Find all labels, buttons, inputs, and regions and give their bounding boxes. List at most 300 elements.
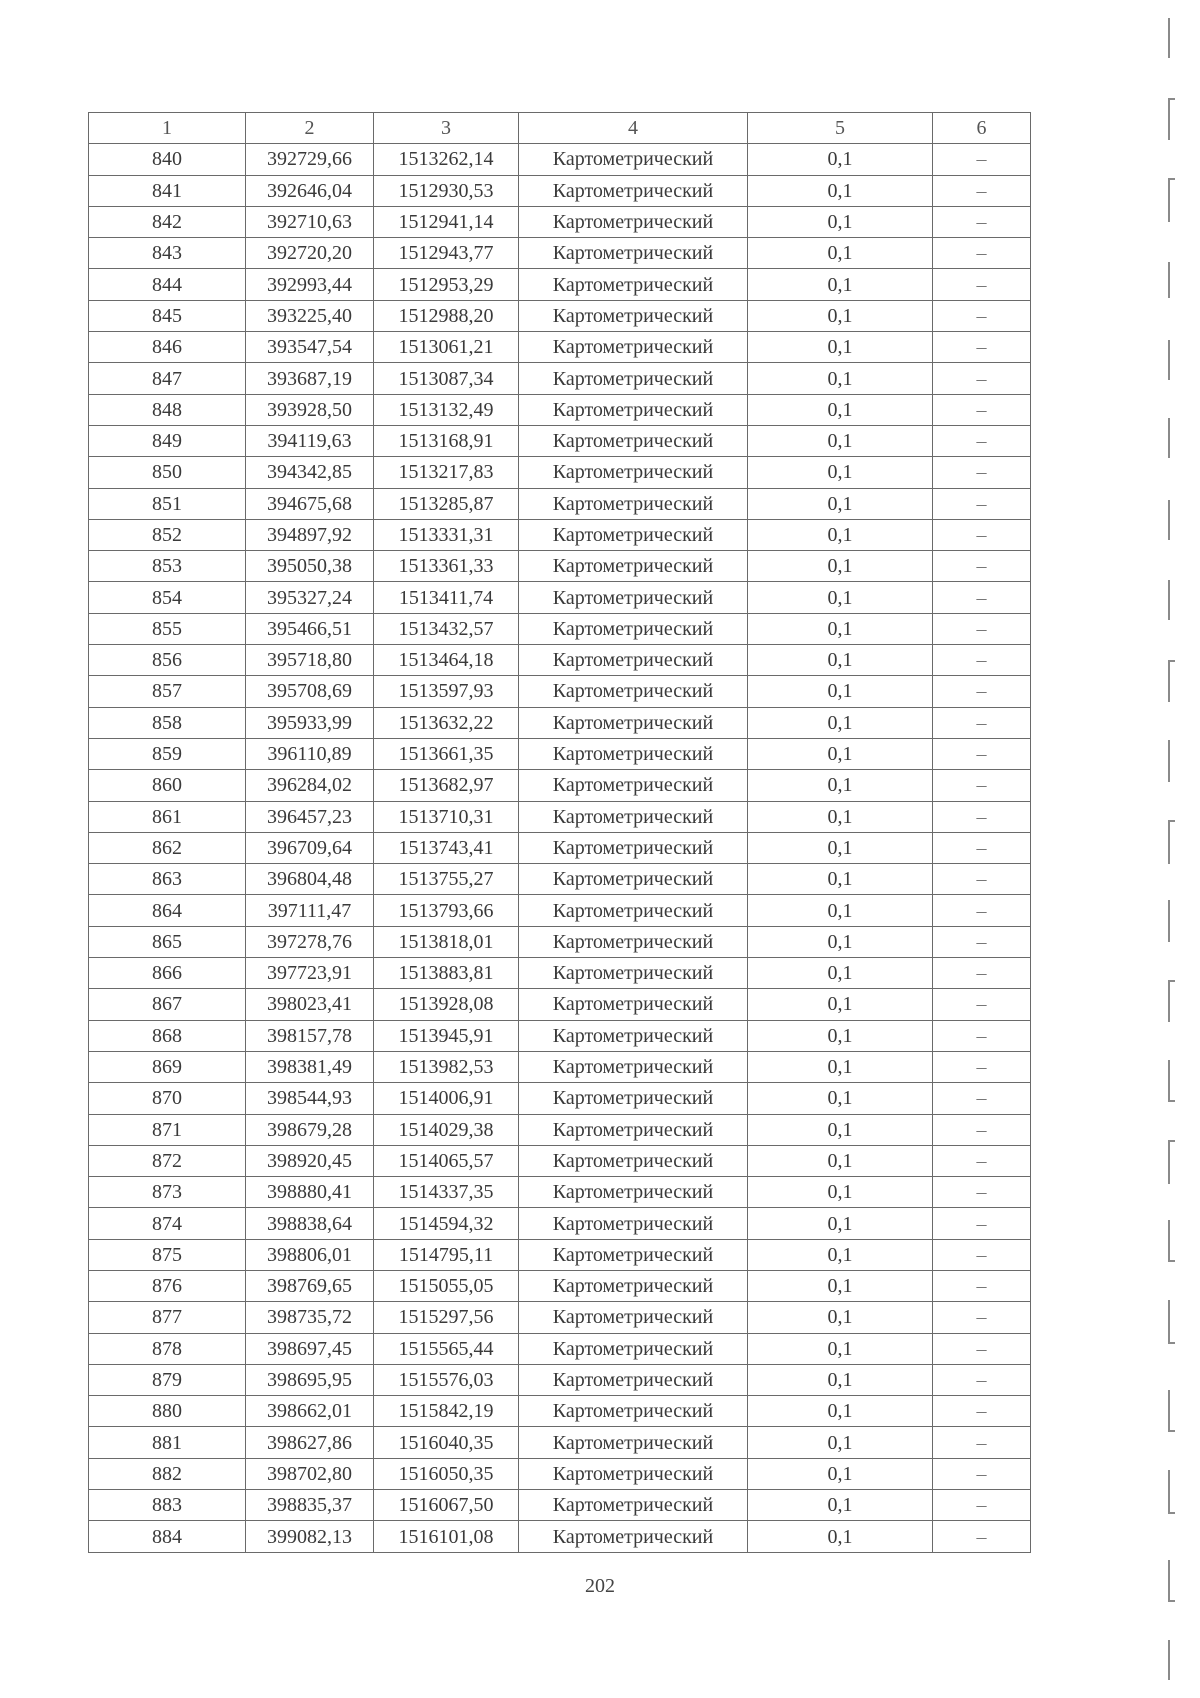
note-cell: – (933, 300, 1031, 331)
accuracy-cell: 0,1 (748, 1302, 933, 1333)
x-coordinate-cell: 393225,40 (246, 300, 374, 331)
x-coordinate-cell: 398806,01 (246, 1239, 374, 1270)
method-cell: Картометрический (519, 457, 748, 488)
method-cell: Картометрический (519, 1051, 748, 1082)
y-coordinate-cell: 1515842,19 (374, 1396, 519, 1427)
accuracy-cell: 0,1 (748, 519, 933, 550)
table-row (89, 864, 1031, 895)
accuracy-cell: 0,1 (748, 1396, 933, 1427)
x-coordinate-cell: 398023,41 (246, 989, 374, 1020)
point-number-cell: 844 (89, 269, 246, 300)
method-cell: Картометрический (519, 1020, 748, 1051)
method-cell: Картометрический (519, 895, 748, 926)
point-number-cell: 869 (89, 1051, 246, 1082)
table-row (89, 425, 1031, 456)
x-coordinate-cell: 396804,48 (246, 864, 374, 895)
point-number-cell: 864 (89, 895, 246, 926)
table-row (89, 1364, 1031, 1395)
note-cell: – (933, 269, 1031, 300)
table-row (89, 206, 1031, 237)
point-number-cell: 878 (89, 1333, 246, 1364)
y-coordinate-cell: 1513710,31 (374, 801, 519, 832)
accuracy-cell: 0,1 (748, 1020, 933, 1051)
point-number-cell: 857 (89, 676, 246, 707)
note-cell: – (933, 175, 1031, 206)
page-number: 202 (585, 1575, 615, 1597)
y-coordinate-cell: 1513632,22 (374, 707, 519, 738)
method-cell: Картометрический (519, 269, 748, 300)
accuracy-cell: 0,1 (748, 363, 933, 394)
x-coordinate-cell: 398662,01 (246, 1396, 374, 1427)
accuracy-cell: 0,1 (748, 738, 933, 769)
table-row (89, 1177, 1031, 1208)
note-cell: – (933, 1427, 1031, 1458)
note-cell: – (933, 1490, 1031, 1521)
x-coordinate-cell: 398702,80 (246, 1458, 374, 1489)
table-row (89, 332, 1031, 363)
point-number-cell: 848 (89, 394, 246, 425)
table-row (89, 1239, 1031, 1270)
x-coordinate-cell: 395933,99 (246, 707, 374, 738)
note-cell: – (933, 613, 1031, 644)
y-coordinate-cell: 1513217,83 (374, 457, 519, 488)
method-cell: Картометрический (519, 989, 748, 1020)
table-row (89, 582, 1031, 613)
point-number-cell: 855 (89, 613, 246, 644)
x-coordinate-cell: 398838,64 (246, 1208, 374, 1239)
table-row (89, 1145, 1031, 1176)
y-coordinate-cell: 1515055,05 (374, 1270, 519, 1301)
point-number-cell: 866 (89, 958, 246, 989)
point-number-cell: 845 (89, 300, 246, 331)
margin-mark (1168, 900, 1170, 942)
point-number-cell: 846 (89, 332, 246, 363)
method-cell: Картометрический (519, 1521, 748, 1552)
y-coordinate-cell: 1512941,14 (374, 206, 519, 237)
accuracy-cell: 0,1 (748, 1490, 933, 1521)
method-cell: Картометрический (519, 1083, 748, 1114)
accuracy-cell: 0,1 (748, 801, 933, 832)
table-row (89, 613, 1031, 644)
accuracy-cell: 0,1 (748, 1364, 933, 1395)
table-row (89, 1020, 1031, 1051)
margin-mark (1168, 500, 1170, 540)
x-coordinate-cell: 398920,45 (246, 1145, 374, 1176)
x-coordinate-cell: 395708,69 (246, 676, 374, 707)
y-coordinate-cell: 1512930,53 (374, 175, 519, 206)
method-cell: Картометрический (519, 613, 748, 644)
table-row (89, 1270, 1031, 1301)
y-coordinate-cell: 1513682,97 (374, 770, 519, 801)
accuracy-cell: 0,1 (748, 488, 933, 519)
table-row (89, 1083, 1031, 1114)
point-number-cell: 849 (89, 425, 246, 456)
margin-mark (1168, 418, 1170, 458)
y-coordinate-cell: 1516050,35 (374, 1458, 519, 1489)
point-number-cell: 847 (89, 363, 246, 394)
method-cell: Картометрический (519, 1239, 748, 1270)
y-coordinate-cell: 1514029,38 (374, 1114, 519, 1145)
method-cell: Картометрический (519, 582, 748, 613)
point-number-cell: 858 (89, 707, 246, 738)
x-coordinate-cell: 395718,80 (246, 645, 374, 676)
margin-mark (1168, 1220, 1175, 1262)
y-coordinate-cell: 1513361,33 (374, 551, 519, 582)
note-cell: – (933, 1145, 1031, 1176)
x-coordinate-cell: 398157,78 (246, 1020, 374, 1051)
x-coordinate-cell: 398769,65 (246, 1270, 374, 1301)
accuracy-cell: 0,1 (748, 864, 933, 895)
y-coordinate-cell: 1514065,57 (374, 1145, 519, 1176)
x-coordinate-cell: 398679,28 (246, 1114, 374, 1145)
y-coordinate-cell: 1513661,35 (374, 738, 519, 769)
coordinates-table (88, 112, 1031, 1553)
method-cell: Картометрический (519, 1364, 748, 1395)
note-cell: – (933, 1364, 1031, 1395)
note-cell: – (933, 582, 1031, 613)
y-coordinate-cell: 1513793,66 (374, 895, 519, 926)
x-coordinate-cell: 395050,38 (246, 551, 374, 582)
x-coordinate-cell: 398381,49 (246, 1051, 374, 1082)
accuracy-cell: 0,1 (748, 332, 933, 363)
note-cell: – (933, 519, 1031, 550)
table-row (89, 895, 1031, 926)
point-number-cell: 873 (89, 1177, 246, 1208)
y-coordinate-cell: 1512953,29 (374, 269, 519, 300)
y-coordinate-cell: 1512943,77 (374, 238, 519, 269)
method-cell: Картометрический (519, 488, 748, 519)
point-number-cell: 854 (89, 582, 246, 613)
point-number-cell: 876 (89, 1270, 246, 1301)
x-coordinate-cell: 396457,23 (246, 801, 374, 832)
accuracy-cell: 0,1 (748, 457, 933, 488)
note-cell: – (933, 425, 1031, 456)
x-coordinate-cell: 398695,95 (246, 1364, 374, 1395)
accuracy-cell: 0,1 (748, 175, 933, 206)
method-cell: Картометрический (519, 206, 748, 237)
scan-margin-marks (1160, 0, 1200, 1698)
table-row (89, 1302, 1031, 1333)
x-coordinate-cell: 396110,89 (246, 738, 374, 769)
point-number-cell: 865 (89, 926, 246, 957)
note-cell: – (933, 457, 1031, 488)
table-header (89, 113, 1031, 144)
accuracy-cell: 0,1 (748, 895, 933, 926)
method-cell: Картометрический (519, 175, 748, 206)
x-coordinate-cell: 398880,41 (246, 1177, 374, 1208)
point-number-cell: 856 (89, 645, 246, 676)
margin-mark (1168, 1140, 1175, 1184)
x-coordinate-cell: 399082,13 (246, 1521, 374, 1552)
table-row (89, 1208, 1031, 1239)
note-cell: – (933, 864, 1031, 895)
method-cell: Картометрический (519, 1396, 748, 1427)
method-cell: Картометрический (519, 394, 748, 425)
y-coordinate-cell: 1513061,21 (374, 332, 519, 363)
note-cell: – (933, 738, 1031, 769)
note-cell: – (933, 770, 1031, 801)
margin-mark (1168, 1470, 1175, 1514)
y-coordinate-cell: 1513928,08 (374, 989, 519, 1020)
accuracy-cell: 0,1 (748, 832, 933, 863)
accuracy-cell: 0,1 (748, 582, 933, 613)
accuracy-cell: 0,1 (748, 1177, 933, 1208)
margin-mark (1168, 1560, 1175, 1602)
note-cell: – (933, 394, 1031, 425)
note-cell: – (933, 1114, 1031, 1145)
point-number-cell: 883 (89, 1490, 246, 1521)
note-cell: – (933, 676, 1031, 707)
column-header: 3 (374, 113, 519, 144)
y-coordinate-cell: 1516101,08 (374, 1521, 519, 1552)
accuracy-cell: 0,1 (748, 238, 933, 269)
y-coordinate-cell: 1515576,03 (374, 1364, 519, 1395)
y-coordinate-cell: 1513411,74 (374, 582, 519, 613)
accuracy-cell: 0,1 (748, 394, 933, 425)
y-coordinate-cell: 1513597,93 (374, 676, 519, 707)
method-cell: Картометрический (519, 1302, 748, 1333)
table-row (89, 801, 1031, 832)
method-cell: Картометрический (519, 864, 748, 895)
table-row (89, 738, 1031, 769)
accuracy-cell: 0,1 (748, 1083, 933, 1114)
point-number-cell: 884 (89, 1521, 246, 1552)
x-coordinate-cell: 392993,44 (246, 269, 374, 300)
x-coordinate-cell: 398544,93 (246, 1083, 374, 1114)
point-number-cell: 881 (89, 1427, 246, 1458)
point-number-cell: 870 (89, 1083, 246, 1114)
accuracy-cell: 0,1 (748, 425, 933, 456)
accuracy-cell: 0,1 (748, 1114, 933, 1145)
table-row (89, 832, 1031, 863)
y-coordinate-cell: 1513285,87 (374, 488, 519, 519)
y-coordinate-cell: 1513168,91 (374, 425, 519, 456)
method-cell: Картометрический (519, 801, 748, 832)
x-coordinate-cell: 392720,20 (246, 238, 374, 269)
margin-mark (1168, 660, 1175, 702)
x-coordinate-cell: 392646,04 (246, 175, 374, 206)
y-coordinate-cell: 1513755,27 (374, 864, 519, 895)
y-coordinate-cell: 1512988,20 (374, 300, 519, 331)
note-cell: – (933, 144, 1031, 175)
note-cell: – (933, 1177, 1031, 1208)
method-cell: Картометрический (519, 707, 748, 738)
x-coordinate-cell: 394675,68 (246, 488, 374, 519)
x-coordinate-cell: 395466,51 (246, 613, 374, 644)
x-coordinate-cell: 397278,76 (246, 926, 374, 957)
accuracy-cell: 0,1 (748, 676, 933, 707)
method-cell: Картометрический (519, 1490, 748, 1521)
point-number-cell: 867 (89, 989, 246, 1020)
accuracy-cell: 0,1 (748, 144, 933, 175)
x-coordinate-cell: 392729,66 (246, 144, 374, 175)
point-number-cell: 842 (89, 206, 246, 237)
point-number-cell: 880 (89, 1396, 246, 1427)
accuracy-cell: 0,1 (748, 989, 933, 1020)
column-header: 5 (748, 113, 933, 144)
x-coordinate-cell: 398835,37 (246, 1490, 374, 1521)
margin-mark (1168, 98, 1175, 140)
method-cell: Картометрический (519, 300, 748, 331)
table-row (89, 457, 1031, 488)
note-cell: – (933, 206, 1031, 237)
point-number-cell: 850 (89, 457, 246, 488)
point-number-cell: 875 (89, 1239, 246, 1270)
table-row (89, 1333, 1031, 1364)
point-number-cell: 868 (89, 1020, 246, 1051)
method-cell: Картометрический (519, 1208, 748, 1239)
table-row (89, 1051, 1031, 1082)
point-number-cell: 852 (89, 519, 246, 550)
column-header: 4 (519, 113, 748, 144)
accuracy-cell: 0,1 (748, 1145, 933, 1176)
margin-mark (1168, 178, 1175, 222)
method-cell: Картометрический (519, 676, 748, 707)
table-row (89, 1114, 1031, 1145)
note-cell: – (933, 363, 1031, 394)
accuracy-cell: 0,1 (748, 1333, 933, 1364)
y-coordinate-cell: 1513883,81 (374, 958, 519, 989)
note-cell: – (933, 1083, 1031, 1114)
table-row (89, 676, 1031, 707)
y-coordinate-cell: 1513818,01 (374, 926, 519, 957)
point-number-cell: 863 (89, 864, 246, 895)
accuracy-cell: 0,1 (748, 1051, 933, 1082)
table-row (89, 926, 1031, 957)
note-cell: – (933, 1239, 1031, 1270)
method-cell: Картометрический (519, 645, 748, 676)
note-cell: – (933, 1396, 1031, 1427)
point-number-cell: 862 (89, 832, 246, 863)
method-cell: Картометрический (519, 332, 748, 363)
y-coordinate-cell: 1516067,50 (374, 1490, 519, 1521)
column-header: 1 (89, 113, 246, 144)
table-row (89, 989, 1031, 1020)
note-cell: – (933, 1458, 1031, 1489)
method-cell: Картометрический (519, 551, 748, 582)
margin-mark (1168, 1640, 1170, 1680)
column-header: 2 (246, 113, 374, 144)
note-cell: – (933, 1051, 1031, 1082)
note-cell: – (933, 958, 1031, 989)
x-coordinate-cell: 395327,24 (246, 582, 374, 613)
method-cell: Картометрический (519, 1458, 748, 1489)
margin-mark (1168, 980, 1175, 1022)
y-coordinate-cell: 1514337,35 (374, 1177, 519, 1208)
x-coordinate-cell: 397111,47 (246, 895, 374, 926)
note-cell: – (933, 1020, 1031, 1051)
method-cell: Картометрический (519, 144, 748, 175)
margin-mark (1168, 740, 1170, 782)
y-coordinate-cell: 1513464,18 (374, 645, 519, 676)
accuracy-cell: 0,1 (748, 551, 933, 582)
method-cell: Картометрический (519, 425, 748, 456)
method-cell: Картометрический (519, 738, 748, 769)
note-cell: – (933, 895, 1031, 926)
y-coordinate-cell: 1515565,44 (374, 1333, 519, 1364)
y-coordinate-cell: 1516040,35 (374, 1427, 519, 1458)
note-cell: – (933, 238, 1031, 269)
x-coordinate-cell: 393687,19 (246, 363, 374, 394)
accuracy-cell: 0,1 (748, 1270, 933, 1301)
table-row (89, 707, 1031, 738)
x-coordinate-cell: 397723,91 (246, 958, 374, 989)
x-coordinate-cell: 394342,85 (246, 457, 374, 488)
point-number-cell: 879 (89, 1364, 246, 1395)
accuracy-cell: 0,1 (748, 1458, 933, 1489)
x-coordinate-cell: 398735,72 (246, 1302, 374, 1333)
note-cell: – (933, 989, 1031, 1020)
x-coordinate-cell: 396284,02 (246, 770, 374, 801)
method-cell: Картометрический (519, 1333, 748, 1364)
column-header: 6 (933, 113, 1031, 144)
y-coordinate-cell: 1513331,31 (374, 519, 519, 550)
accuracy-cell: 0,1 (748, 300, 933, 331)
accuracy-cell: 0,1 (748, 645, 933, 676)
point-number-cell: 851 (89, 488, 246, 519)
method-cell: Картометрический (519, 519, 748, 550)
margin-mark (1168, 18, 1170, 58)
accuracy-cell: 0,1 (748, 1427, 933, 1458)
note-cell: – (933, 488, 1031, 519)
accuracy-cell: 0,1 (748, 269, 933, 300)
table-row (89, 363, 1031, 394)
note-cell: – (933, 332, 1031, 363)
note-cell: – (933, 1208, 1031, 1239)
note-cell: – (933, 645, 1031, 676)
x-coordinate-cell: 398627,86 (246, 1427, 374, 1458)
table-row (89, 1427, 1031, 1458)
y-coordinate-cell: 1513945,91 (374, 1020, 519, 1051)
margin-mark (1168, 1300, 1175, 1344)
method-cell: Картометрический (519, 238, 748, 269)
note-cell: – (933, 832, 1031, 863)
x-coordinate-cell: 393928,50 (246, 394, 374, 425)
table-row (89, 394, 1031, 425)
x-coordinate-cell: 394897,92 (246, 519, 374, 550)
accuracy-cell: 0,1 (748, 1239, 933, 1270)
y-coordinate-cell: 1513132,49 (374, 394, 519, 425)
point-number-cell: 872 (89, 1145, 246, 1176)
accuracy-cell: 0,1 (748, 770, 933, 801)
note-cell: – (933, 1333, 1031, 1364)
note-cell: – (933, 1270, 1031, 1301)
note-cell: – (933, 1521, 1031, 1552)
method-cell: Картометрический (519, 1270, 748, 1301)
table-row (89, 551, 1031, 582)
point-number-cell: 860 (89, 770, 246, 801)
point-number-cell: 861 (89, 801, 246, 832)
table-body (89, 144, 1031, 1552)
method-cell: Картометрический (519, 1145, 748, 1176)
table-row (89, 1396, 1031, 1427)
accuracy-cell: 0,1 (748, 707, 933, 738)
margin-mark (1168, 340, 1170, 380)
table-row (89, 1458, 1031, 1489)
y-coordinate-cell: 1513262,14 (374, 144, 519, 175)
accuracy-cell: 0,1 (748, 1521, 933, 1552)
table-row (89, 958, 1031, 989)
accuracy-cell: 0,1 (748, 206, 933, 237)
margin-mark (1168, 1390, 1175, 1432)
method-cell: Картометрический (519, 926, 748, 957)
x-coordinate-cell: 392710,63 (246, 206, 374, 237)
table-row (89, 144, 1031, 175)
y-coordinate-cell: 1513743,41 (374, 832, 519, 863)
y-coordinate-cell: 1515297,56 (374, 1302, 519, 1333)
table-row (89, 238, 1031, 269)
header-row (89, 113, 1031, 144)
